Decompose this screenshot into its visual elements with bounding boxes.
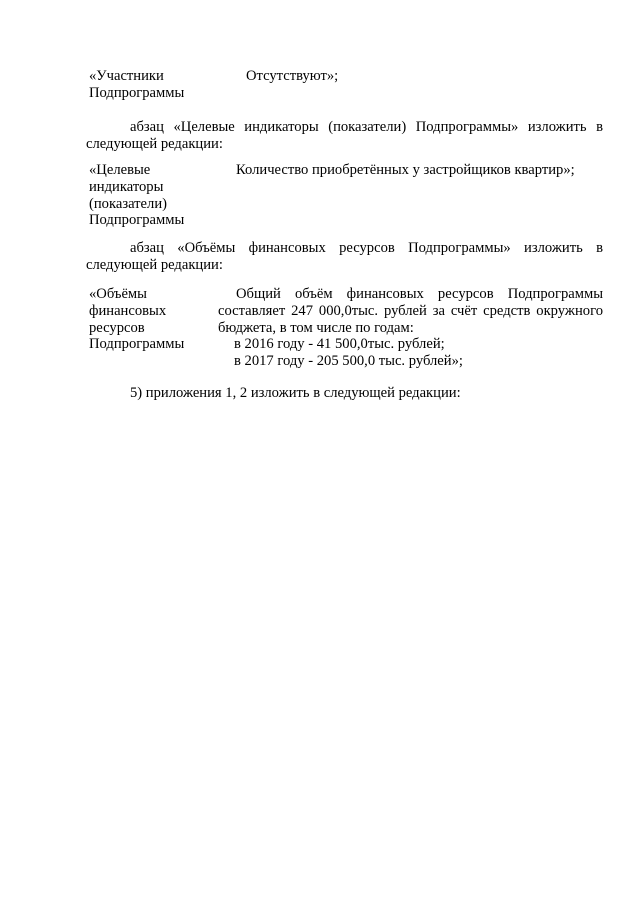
volumes-label-line: ресурсов (89, 319, 145, 336)
volumes-total-text: Общий объём финансовых ресурсов Подпрограммы составляет 247 000,0тыс. рублей за счёт средств окружного бюджета, в том числе по годам: (218, 286, 603, 336)
indicators-label-line: Подпрограммы (89, 212, 185, 229)
volumes-value (218, 286, 603, 370)
indicators-label-line: «Целевые (89, 162, 151, 178)
volumes-year-2017: в 2017 году - 205 500,0 тыс. рублей»; (234, 353, 463, 370)
indicators-label (89, 162, 229, 229)
participants-value: Отсутствуют»; (246, 68, 339, 84)
participants-label (89, 68, 229, 102)
volumes-label-line: «Объёмы (89, 286, 147, 302)
indicators-label-line: (показатели) (89, 195, 167, 212)
participants-label-line: «Участники (89, 68, 164, 84)
volumes-label-line: Подпрограммы (89, 336, 185, 353)
paragraph-appendix: 5) приложения 1, 2 изложить в следующей редакции: (130, 385, 461, 401)
paragraph-indicators: абзац «Целевые индикаторы (показатели) Подпрограммы» изложить в следующей редакции: (86, 119, 603, 152)
indicators-label-line: индикаторы (89, 178, 164, 195)
paragraph-volumes: абзац «Объёмы финансовых ресурсов Подпрограммы» изложить в следующей редакции: (86, 240, 603, 273)
volumes-label-line: финансовых (89, 302, 167, 319)
volumes-label (89, 286, 229, 353)
participants-label-line: Подпрограммы (89, 84, 185, 101)
indicators-value: Количество приобретённых у застройщиков квартир»; (236, 162, 575, 178)
volumes-year-2016: в 2016 году - 41 500,0тыс. рублей; (234, 336, 445, 353)
